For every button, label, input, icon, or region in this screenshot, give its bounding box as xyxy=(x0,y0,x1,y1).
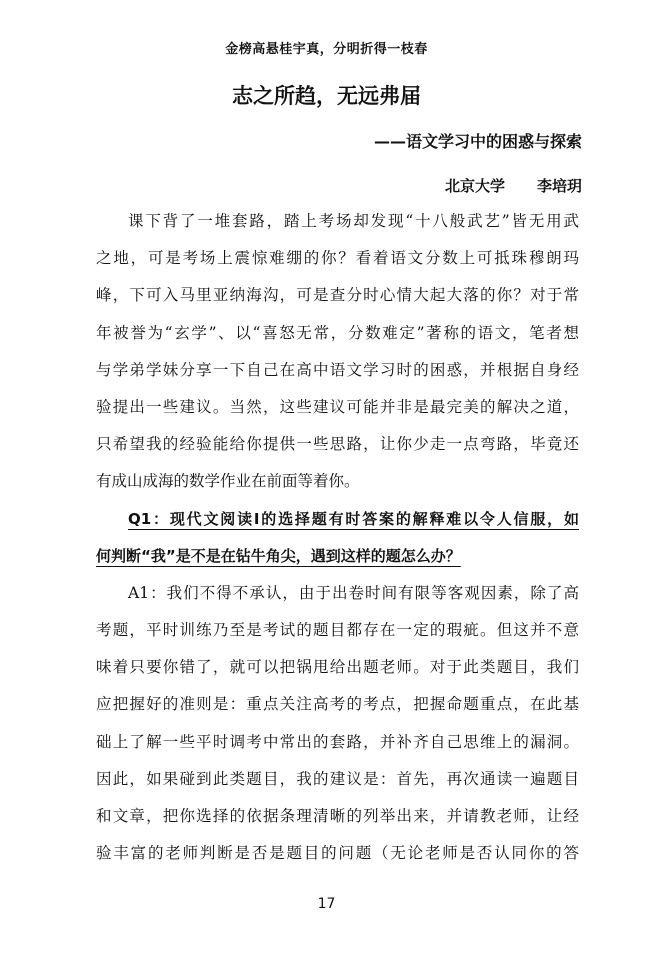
body-text xyxy=(96,203,579,872)
paragraph-line: 峰，下可入马里亚纳海沟，可是查分时心情大起大落的你？对于常 xyxy=(96,286,579,305)
paragraph-line: 与学弟学妹分享一下自己在高中语文学习时的困惑，并根据自身经 xyxy=(96,360,579,379)
paragraph-line: 应把握好的准则是：重点关注高考的考点，把握命题重点，在此基 xyxy=(96,695,579,714)
paragraph-line: 因此，如果碰到此类题目，我的建议是：首先，再次通读一遍题目 xyxy=(96,769,579,788)
byline-author: 李培玥 xyxy=(536,177,582,195)
question-text: 何判断“我”是不是在钻牛角尖，遇到这样的题怎么办？ xyxy=(96,546,461,565)
running-head: 金榜高悬桂宇真，分明折得一枝春 xyxy=(225,42,428,57)
paragraph-line: 础上了解一些平时调考中常出的套路，并补齐自己思维上的漏洞。 xyxy=(96,732,579,751)
paragraph-line: 之地，可是考场上震惊难绷的你？看着语文分数上可抵珠穆朗玛 xyxy=(96,249,579,268)
question-line xyxy=(96,538,579,575)
paragraph-line: 验丰富的老师判断是否是题目的问题（无论老师是否认同你的答 xyxy=(96,844,579,863)
paragraph-line: 考题，平时训练乃至是考试的题目都存在一定的瑕疵。但这并不意 xyxy=(96,621,579,640)
article-subtitle: ——语文学习中的困惑与探索 xyxy=(373,132,582,151)
question-paragraph xyxy=(96,501,579,575)
byline-institution: 北京大学 xyxy=(444,177,505,195)
paragraph-line: 验提出一些建议。当然，这些建议可能并非是最完美的解决之道， xyxy=(96,397,579,416)
paragraph-line: 和文章，把你选择的依据条理清晰的列举出来，并请教老师，让经 xyxy=(96,807,579,825)
paragraph-line: 课下背了一堆套路，踏上考场却发现“十八般武艺”皆无用武 xyxy=(128,212,579,230)
paragraph-line: 味着只要你错了，就可以把锅甩给出题老师。对于此类题目，我们 xyxy=(96,658,579,677)
paragraph-line: 有成山成海的数学作业在前面等着你。 xyxy=(96,472,360,491)
intro-paragraph xyxy=(96,203,579,501)
paragraph-line: A1：我们不得不承认，由于出卷时间有限等客观因素，除了高 xyxy=(128,583,579,602)
paragraph-line: 只希望我的经验能给你提供一些思路，让你少走一点弯路，毕竟还 xyxy=(96,435,579,454)
article-title: 志之所趋，无远弗届 xyxy=(232,84,421,108)
answer-paragraph xyxy=(96,575,579,873)
byline xyxy=(445,175,582,196)
question-text: Q1：现代文阅读Ⅰ的选择题有时答案的解释难以令人信服，如 xyxy=(128,509,579,528)
paragraph-line: 年被誉为“玄学”、以“喜怒无常，分数难定”著称的语文，笔者想 xyxy=(96,323,579,342)
page-number: 17 xyxy=(317,896,336,912)
question-line xyxy=(96,501,579,538)
